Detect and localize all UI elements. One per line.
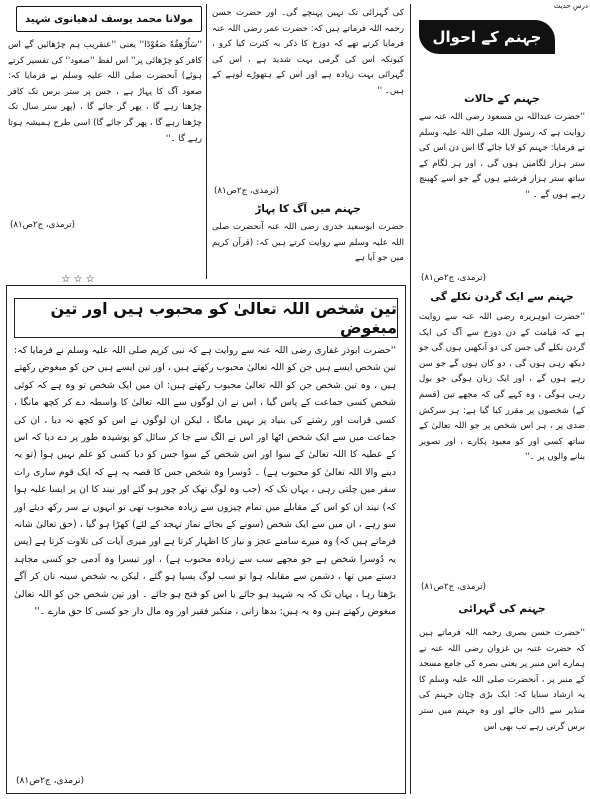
middle-intro-ref: (ترمذی، ج۲ص۸۱) bbox=[214, 186, 279, 196]
right-column bbox=[415, 14, 585, 796]
running-head: درسِ حدیث bbox=[553, 2, 588, 10]
section2-text: ''حضرت ابوہریرہ رضی اللہ عنہ سے روایت ہے کہ قیامت کے دن دوزخ سے آگ کی ایک گردن نکلے گی جس کی دو آنکھیں ہوں گی جو دیکھ رہی ہوں گی ، دو کان ہوں گے جو سن رہے ہوں گے ، اور ایک زبان ہوگی جو بول رہی ہوگی ، وہ کہے گی کہ مجھے تین (قسم کے) شخصوں پر مقرر کیا گیا ہے: ہر سرکش ضدی پر ، ہر اس شخص پر جو اللہ تعالیٰ کے ساتھ کسی اور کو معبود پکارے ، اور تصویر بنانے والوں پر ۔'' bbox=[419, 312, 585, 463]
section2-ref: (ترمذی، ج۲ص۸۱) bbox=[421, 582, 486, 592]
article-title: تین شخص اللہ تعالیٰ کو محبوب ہیں اور تین مبغوض bbox=[50, 299, 397, 337]
column-divider-right bbox=[410, 4, 411, 794]
section2-heading: جہنم سے ایک گردن نکلے گی bbox=[430, 291, 574, 303]
section3-heading: جہنم کی گہرائی bbox=[458, 603, 546, 615]
article-body: ''حضرت ابوذر غفاری رضی اللہ عنہ سے روایت ہے کہ نبی کریم صلی اللہ علیہ وسلم نے فرمایا کہ: تین شخص ایسے ہیں جن کو اللہ تعالیٰ محبوب رکھتے ہیں ، اور تین ایسے ہیں جن کو مبغوض رکھتے ہیں ، وہ تین شخص جن کو اللہ تعالیٰ محبوب رکھتے ہیں: ان میں ایک شخص تو وہ ہے کہ کوئی شخص کسی جماعت کے پاس گیا ، اس نے ان لوگوں سے اللہ تعالیٰ کا واسطہ دے کر کچھ مانگا ، کسی قرابت اور رشتے کی بنیاد پر نہیں مانگا ، لیکن ان لوگوں نے اس کو کچھ نہ دیا ، ان کی جماعت میں سے ایک شخص اٹھا اور اس نے الگ سے جا کر سائل کو پوشیدہ طور پر دے دیا کہ اس کے عطیہ کا اللہ تعالیٰ کے سوا اور اس شخص کے سوا جس کو دیا کسی کو علم نہیں ہوا (تو یہ دینے والا اللہ تعالیٰ کو محبوب ہے) ۔ دُوسرا وہ شخص جس کا قصہ یہ ہے کہ ایک قوم ساری رات سفر میں چلتی رہی ، یہاں تک کہ (جب وہ لوگ تھک کر چور ہو گئے اور نیند کا ان پر ایسا غلبہ ہوا کہ) نیند ان کو اس کے مقابلے میں تمام چیزوں سے زیادہ محبوب تھی تو انہوں نے سر رکھ دیئے اور سو رہے ، ان میں سے ایک شخص (سونے کے بجائے نماز تہجد کے لئے) کھڑا ہو گیا ، (حق تعالیٰ شانہ فرماتے ہیں کہ) وہ میرے سامنے عجز و نیاز کا اظہار کرتا ہے اور میری آیات کی تلاوت کرتا ہے (پس یہ دُوسرا شخص ہے جو مجھے سب سے زیادہ محبوب ہے) ، اور تیسرا وہ آدمی جو کسی مجاہد دستے میں تھا ، دشمن سے مقابلہ ہوا تو سب لوگ پسپا ہو گئے ، لیکن یہ شخص سینہ تان کر آگے بڑھتا رہا ، یہاں تک کہ یہ شہید ہو جائے یا اس کو فتح ہو جائے ۔ اور تین شخص جن کو اللہ تعالیٰ مبغوض رکھتے ہیں وہ یہ ہیں: بدھا زانی ، متکبر فقیر اور وہ مال دار جو کسی کا حق مارے ۔'' bbox=[14, 345, 396, 618]
left-column-text: ''سَاُرْهِقُهٗ صَعُوْدًا'' یعنی ''عنقریب ہم چڑھائیں گے اس کافر کو چڑھائی پر'' اس لفظ ''صعود'' کی تفسیر کرتے ہوئے) آنحضرت صلی اللہ علیہ وسلم نے فرمایا کہ: صعود آگ کا پہاڑ ہے ، جس پر ستر برس تک کافر چڑھتا رہے گا ، پھر گر جائے گا ، (پھر ستر سال تک چڑھتا رہے گا ، پھر گر جائے گا) اسی طرح ہمیشہ ہوتا رہے گا ۔'' bbox=[8, 40, 202, 144]
author-name: مولانا محمد یوسف لدھیانوی شہید bbox=[24, 13, 194, 25]
section1-text: ''حضرت عبداللہ بن مسعود رضی اللہ عنہ سے روایت ہے کہ رسول اللہ صلی اللہ علیہ وسلم نے فرمایا: جہنم کو لایا جائے گا اس دن اس کی ستر ہزار لگامیں ہوں گی ، اور ہر لگام کے ساتھ ستر ہزار فرشتے ہوں گے جو اسے کھینچ رہے ہوں گے ۔ '' bbox=[419, 112, 585, 200]
article-ref: (ترمذی، ج۲ص۸۱) bbox=[16, 776, 85, 786]
middle-section-text: حضرت ابوسعید خدری رضی اللہ عنہ آنحضرت صلی اللہ علیہ وسلم سے روایت کرتے ہیں کہ: (قرآن کریم میں جو آیا ہے bbox=[212, 222, 404, 264]
middle-section-heading: جہنم میں آگ کا پہاڑ bbox=[255, 203, 361, 215]
middle-intro-text: کی گہرائی تک نہیں پہنچے گی۔ اور حضرت حسن رحمہ اللہ فرماتے ہیں کہ: حضرت عمر رضی اللہ عنہ فرمایا کرتے تھے کہ دوزخ کا ذکر بہ کثرت کیا کرو ، کیونکہ اس کی گرمی بہت شدید ہے ، اس کی گہرائی بہت زیادہ ہے اور اس کے ہتھوڑے لوہے کے ہیں۔ '' bbox=[212, 8, 404, 96]
section3-text: ''حضرت حسن بصری رحمہ اللہ فرماتے ہیں کہ حضرت عتبہ بن غزوان رضی اللہ عنہ نے ہمارے اس منبر پر یعنی بصرہ کی جامع مسجد کے منبر پر ، آنحضرت صلی اللہ علیہ وسلم کا یہ ارشاد سنایا کہ: ایک بڑی چٹان جہنم کی منڈیر سے ڈالی جائے اور وہ جہنم میں ستر برس گرتی رہے تب بھی اس bbox=[419, 628, 585, 732]
column-divider-middle bbox=[206, 4, 207, 279]
middle-column bbox=[212, 6, 404, 281]
article-title-frame bbox=[14, 298, 398, 338]
banner-title bbox=[419, 20, 555, 54]
banner-title-text: جہنم کے احوال bbox=[432, 28, 542, 46]
stars-divider: ☆ ☆ ☆ bbox=[61, 274, 95, 285]
left-column-ref: (ترمذی، ج۲ص۸۱) bbox=[10, 220, 75, 230]
left-column bbox=[6, 6, 202, 278]
author-box bbox=[16, 6, 202, 32]
section1-heading: جہنم کے حالات bbox=[464, 93, 540, 105]
article-body-wrap bbox=[14, 342, 396, 788]
section1-ref: (ترمذی، ج۲ص۸۱) bbox=[421, 273, 486, 283]
